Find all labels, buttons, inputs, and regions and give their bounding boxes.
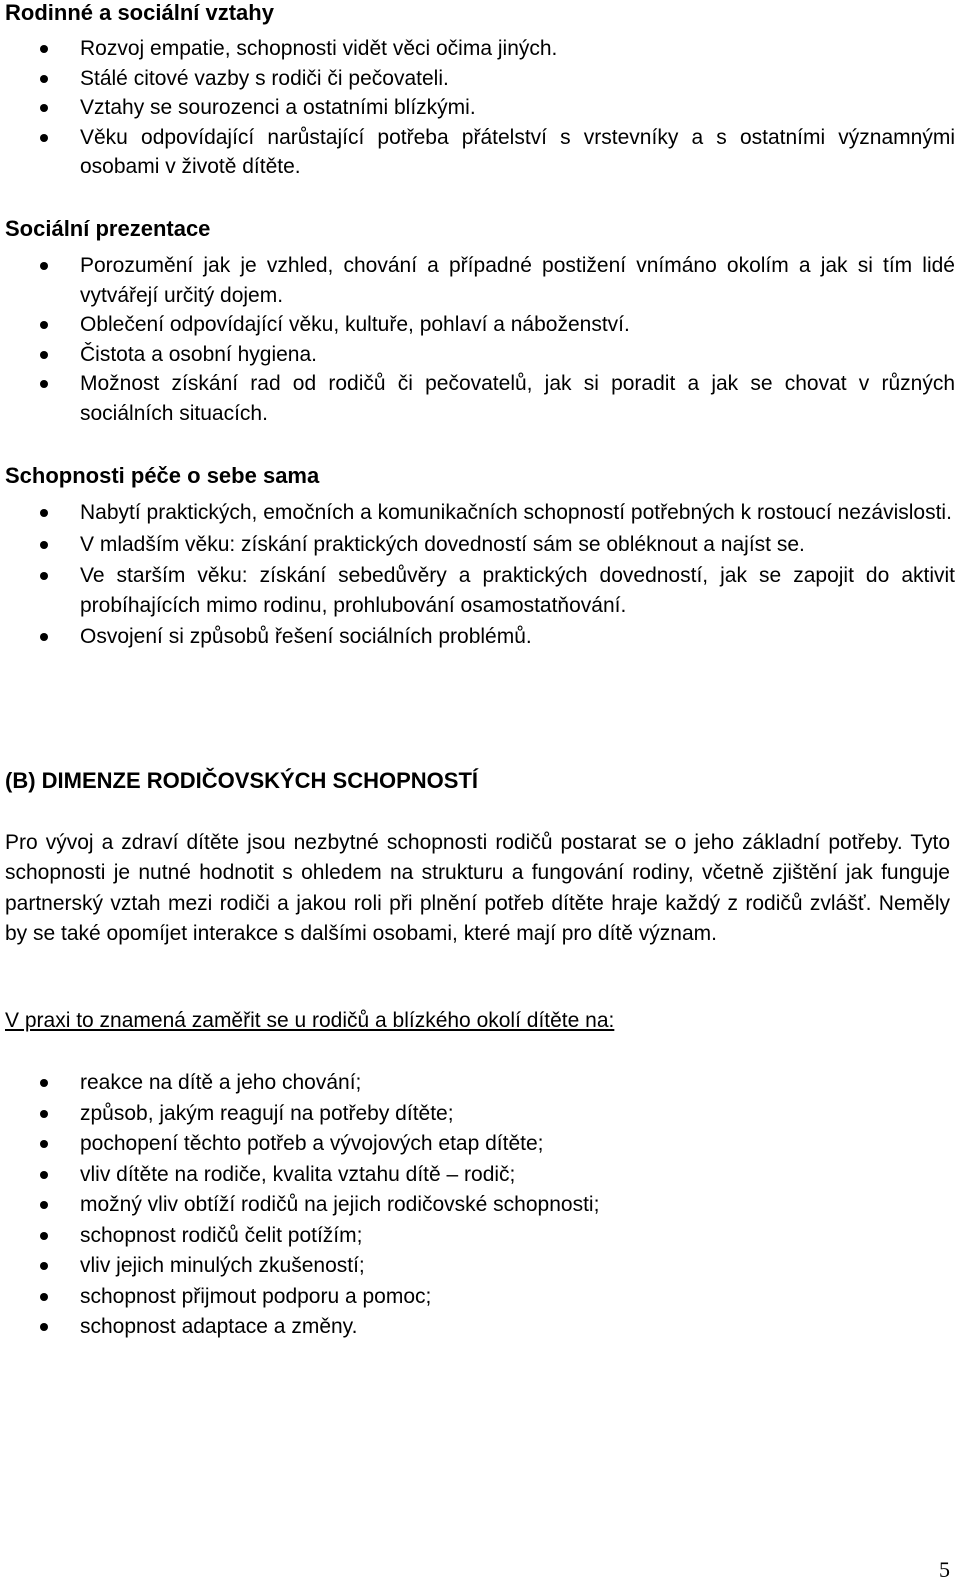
bullet-icon [40,75,48,83]
list-item: Stálé citové vazby s rodiči či pečovateli. [0,64,955,94]
list-item: možný vliv obtíží rodičů na jejich rodičovské schopnosti; [0,1190,955,1221]
list-item: Nabytí praktických, emočních a komunikačních schopností potřebných k rostoucí nezávislosti. [0,498,955,528]
list-item: vliv jejich minulých zkušeností; [0,1251,955,1282]
bullet-icon [40,1262,48,1270]
list-item: Oblečení odpovídající věku, kultuře, pohlaví a náboženství. [0,310,955,340]
list-item: schopnost adaptace a změny. [0,1312,955,1343]
list-item: Osvojení si způsobů řešení sociálních problémů. [0,622,955,652]
page-number: 5 [939,1557,950,1582]
list-item: schopnost přijmout podporu a pomoc; [0,1282,955,1313]
list-item: Čistota a osobní hygiena. [0,340,955,370]
list-praxe [0,1068,955,1343]
bullet-icon [40,1110,48,1118]
list-item: Vztahy se sourozenci a ostatními blízkými. [0,93,955,123]
list-item: reakce na dítě a jeho chování; [0,1068,955,1099]
heading-dimenze: (B) DIMENZE RODIČOVSKÝCH SCHOPNOSTÍ [5,768,479,793]
list-item: Rozvoj empatie, schopnosti vidět věci očima jiných. [0,34,955,64]
bullet-icon [40,134,48,142]
bullet-icon [40,262,48,270]
bullet-icon [40,1140,48,1148]
list-rodinne [0,34,955,182]
bullet-icon [40,1171,48,1179]
list-pece [0,498,955,652]
list-item: vliv dítěte na rodiče, kvalita vztahu dítě – rodič; [0,1160,955,1191]
bullet-icon [40,45,48,53]
bullet-icon [40,633,48,641]
list-item: způsob, jakým reagují na potřeby dítěte; [0,1099,955,1130]
bullet-icon [40,1201,48,1209]
bullet-icon [40,572,48,580]
list-item: pochopení těchto potřeb a vývojových etap dítěte; [0,1129,955,1160]
list-item: Věku odpovídající narůstající potřeba přátelství s vrstevníky a s ostatními významnými osobami v životě dítěte. [0,123,955,182]
bullet-icon [40,1079,48,1087]
heading-rodinne: Rodinné a sociální vztahy [5,0,274,25]
bullet-icon [40,509,48,517]
praxe-heading: V praxi to znamená zaměřit se u rodičů a blízkého okolí dítěte na: [5,1009,615,1032]
bullet-icon [40,380,48,388]
bullet-icon [40,321,48,329]
heading-prezentace: Sociální prezentace [5,216,211,241]
list-item: Ve starším věku: získání sebedůvěry a praktických dovedností, jak se zapojit do aktivit probíhajících mimo rodinu, prohlubování osamostatňování. [0,561,955,620]
bullet-icon [40,1323,48,1331]
paragraph-dimenze: Pro vývoj a zdraví dítěte jsou nezbytné schopnosti rodičů postarat se o jeho základní potřeby. Tyto schopnosti je nutné hodnotit s ohledem na strukturu a fungování rodiny, včetně zjištění jak funguje partnerský vztah mezi rodiči a jakou roli při plnění potřeb dítěte hraje každý z rodičů zvlášť. Neměly by se také opomíjet interakce s dalšími osobami, které mají pro dítě význam. [5,831,950,946]
heading-pece: Schopnosti péče o sebe sama [5,463,320,488]
list-item: Možnost získání rad od rodičů či pečovatelů, jak si poradit a jak se chovat v různých sociálních situacích. [0,369,955,428]
bullet-icon [40,1232,48,1240]
bullet-icon [40,541,48,549]
list-item: Porozumění jak je vzhled, chování a případné postižení vnímáno okolím a jak si tím lidé vytvářejí určitý dojem. [0,251,955,310]
list-item: schopnost rodičů čelit potížím; [0,1221,955,1252]
list-prezentace [0,251,955,428]
bullet-icon [40,104,48,112]
list-item: V mladším věku: získání praktických dovedností sám se obléknout a najíst se. [0,530,955,560]
bullet-icon [40,351,48,359]
bullet-icon [40,1293,48,1301]
